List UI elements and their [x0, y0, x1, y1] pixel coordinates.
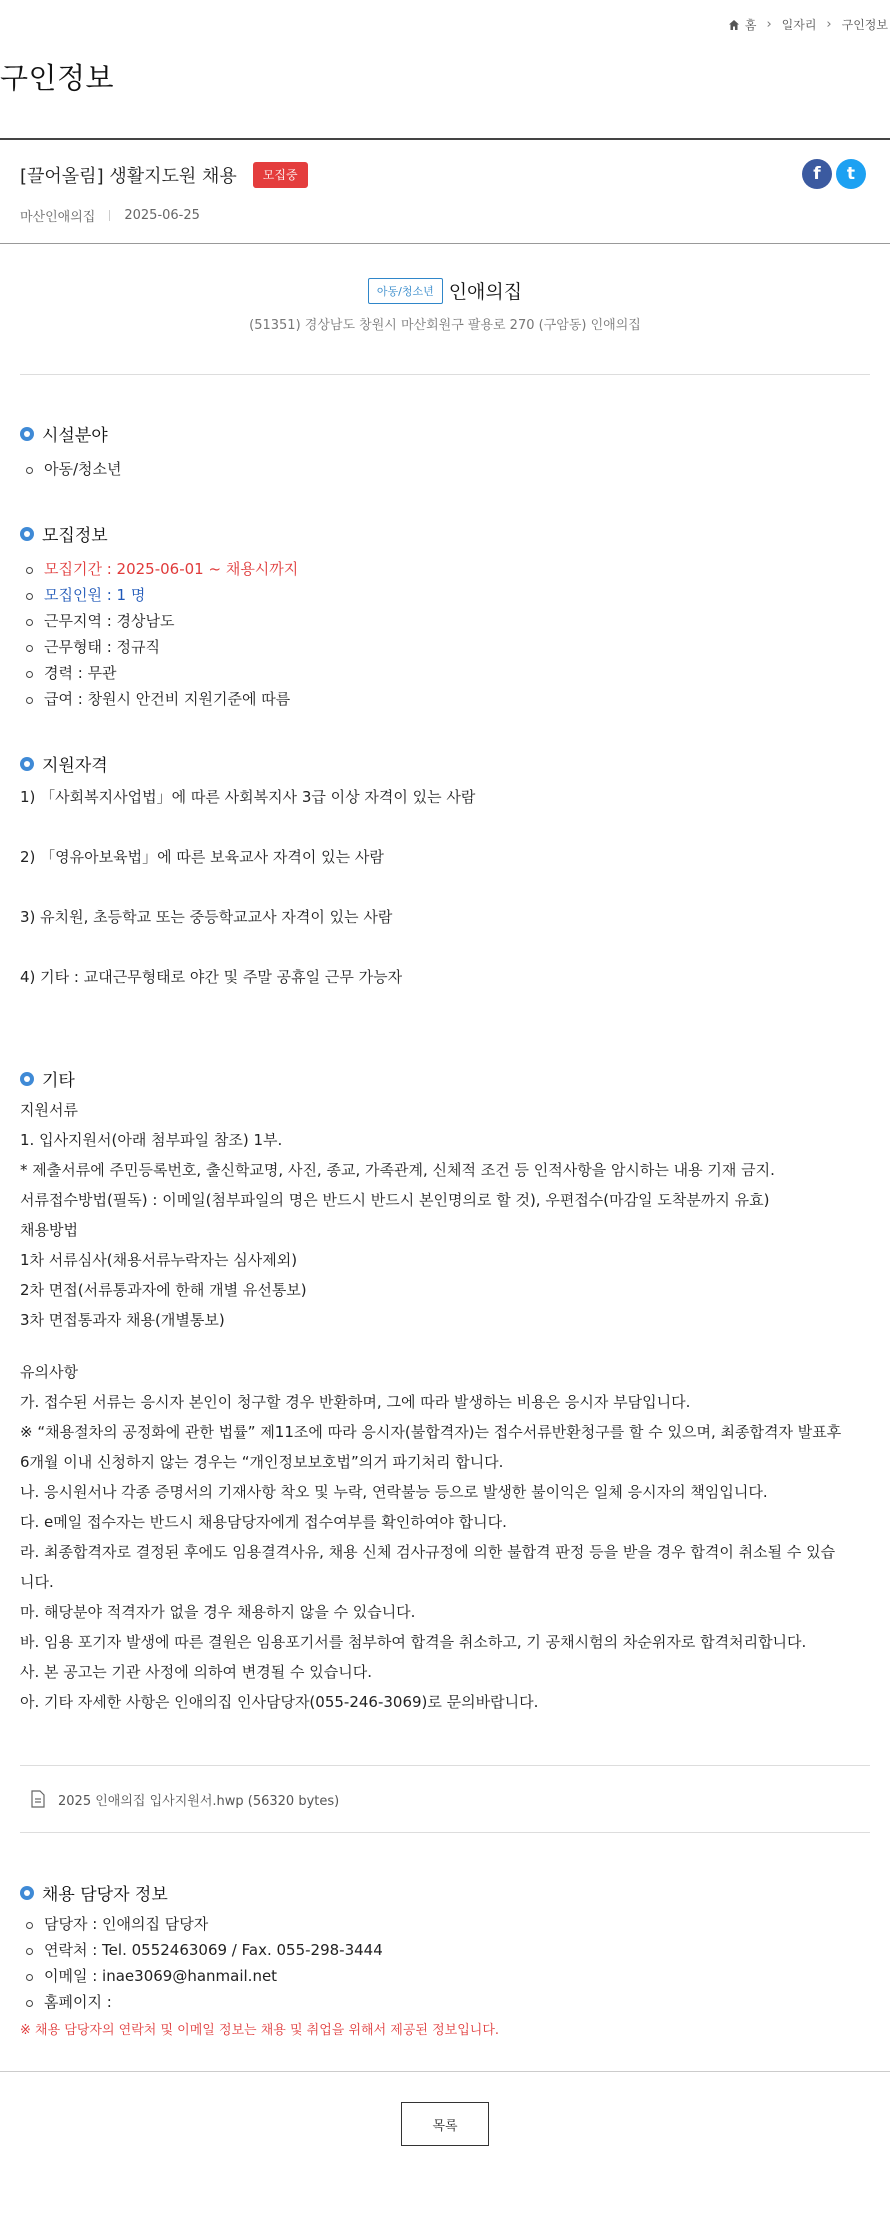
post-organization: 마산인애의집 — [20, 210, 96, 225]
twitter-icon[interactable]: t — [836, 159, 866, 189]
etc-line: 서류접수방법(필독) : 이메일(첨부파일의 명은 반드시 반드시 본인명의로 할 것), 우편접수(마감일 도착분까지 유효) — [20, 1191, 770, 1209]
section-bullet-icon — [20, 1072, 34, 1086]
etc-line: 바. 임용 포기자 발생에 따른 결원은 임용포기서를 첨부하여 합격을 취소하고, 기 공채시험의 차순위자로 합격처리합니다. — [20, 1633, 807, 1651]
contact-section — [20, 1880, 870, 2038]
breadcrumb-jobs[interactable]: 일자리 — [781, 18, 817, 32]
qualification-body — [20, 782, 870, 992]
etc-line: 다. e메일 접수자는 반드시 채용담당자에게 접수여부를 확인하여야 합니다. — [20, 1513, 507, 1531]
etc-line: * 제출서류에 주민등록번호, 출신학교명, 사진, 종교, 가족관계, 신체적 조건 등 인적사항을 암시하는 내용 기재 금지. — [20, 1161, 775, 1179]
post-header — [0, 140, 890, 244]
contact-email: 이메일 : inae3069@hanmail.net — [20, 1963, 870, 1989]
post-date: 2025-06-25 — [124, 208, 200, 223]
breadcrumb-home[interactable]: 홈 — [744, 18, 757, 32]
contact-person: 담당자 : 인애의집 담당자 — [20, 1911, 870, 1937]
organization-name: 인애의집 — [448, 281, 523, 303]
contact-phone: 연락처 : Tel. 0552463069 / Fax. 055-298-3444 — [20, 1937, 870, 1963]
etc-section — [20, 1066, 870, 1717]
etc-line: 라. 최종합격자로 결정된 후에도 임용결격사유, 채용 신체 검사규정에 의한 불합격 판정 등을 받을 경우 합격이 취소될 수 있습 — [20, 1543, 836, 1561]
breadcrumb-current[interactable]: 구인정보 — [841, 18, 888, 32]
etc-line: 지원서류 — [20, 1101, 78, 1119]
recruit-period: 모집기간 : 2025-06-01 ~ 채용시까지 — [20, 556, 870, 582]
field-list — [20, 456, 870, 482]
recruit-section — [20, 521, 870, 712]
share-buttons — [802, 159, 866, 189]
post-title: [끌어올림] 생활지도원 채용 — [20, 166, 237, 187]
section-bullet-icon — [20, 427, 34, 441]
attachment-link[interactable]: 2025 인애의집 입사지원서.hwp (56320 bytes) — [58, 1793, 340, 1809]
etc-line: 2차 면접(서류통과자에 한해 개별 유선통보) — [20, 1281, 307, 1299]
section-heading — [20, 521, 870, 546]
etc-line: ※ “채용절차의 공정화에 관한 법률” 제11조에 따라 응시자(불합격자)는 접수서류반환청구를 할 수 있으며, 최종합격자 발표후 — [20, 1423, 842, 1441]
section-heading — [20, 1880, 870, 1905]
contact-list — [20, 1911, 870, 2015]
etc-line: 1차 서류심사(채용서류누락자는 심사제외) — [20, 1251, 298, 1269]
etc-line: 사. 본 공고는 기관 사정에 의하여 변경될 수 있습니다. — [20, 1663, 372, 1681]
chevron-right-icon: › — [766, 17, 772, 32]
section-heading-text: 시설분야 — [42, 426, 108, 446]
category-badge: 아동/청소년 — [368, 278, 443, 304]
section-heading — [20, 421, 870, 446]
organization-block — [0, 277, 890, 333]
etc-line: 가. 접수된 서류는 응시자 본인이 청구할 경우 반환하며, 그에 따라 발생하는 비용은 응시자 부담입니다. — [20, 1393, 691, 1411]
section-bullet-icon — [20, 1886, 34, 1900]
etc-line: 1. 입사지원서(아래 첨부파일 참조) 1부. — [20, 1131, 283, 1149]
section-bullet-icon — [20, 757, 34, 771]
file-icon — [30, 1790, 46, 1808]
etc-line: 마. 해당분야 적격자가 없을 경우 채용하지 않을 수 있습니다. — [20, 1603, 416, 1621]
list-item: 아동/청소년 — [20, 456, 870, 482]
etc-line: 6개월 이내 신청하지 않는 경우는 “개인정보보호법”의거 파기처리 합니다. — [20, 1453, 504, 1471]
etc-line — [20, 1335, 870, 1357]
etc-line: 유의사항 — [20, 1363, 78, 1381]
qualification-line: 1) 「사회복지사업법」에 따른 사회복지사 3급 이상 자격이 있는 사람 — [20, 788, 476, 806]
attachment-box — [20, 1765, 870, 1833]
post-meta — [20, 206, 200, 225]
section-heading-text: 기타 — [42, 1071, 75, 1091]
page-title: 구인정보 — [0, 61, 115, 95]
organization-divider — [20, 374, 870, 375]
section-bullet-icon — [20, 527, 34, 541]
chevron-right-icon: › — [826, 17, 832, 32]
facebook-icon[interactable]: f — [802, 159, 832, 189]
recruit-region: 근무지역 : 경상남도 — [20, 608, 870, 634]
qualification-section — [20, 751, 870, 992]
organization-row — [368, 277, 522, 304]
home-icon[interactable] — [728, 19, 740, 31]
list-button[interactable]: 목록 — [401, 2102, 489, 2146]
section-heading — [20, 1066, 870, 1091]
recruit-salary: 급여 : 창원시 안건비 지원기준에 따름 — [20, 686, 870, 712]
qualification-line: 2) 「영유아보육법」에 따른 보육교사 자격이 있는 사람 — [20, 848, 384, 866]
post-title-row — [20, 162, 308, 188]
section-heading-text: 모집정보 — [42, 526, 108, 546]
contact-notice: ※ 채용 담당자의 연락처 및 이메일 정보는 채용 및 취업을 위해서 제공된 정보입니다. — [20, 2023, 500, 2038]
section-heading-text: 채용 담당자 정보 — [42, 1885, 168, 1905]
etc-body — [20, 1095, 870, 1717]
recruit-headcount: 모집인원 : 1 명 — [20, 582, 870, 608]
organization-address: (51351) 경상남도 창원시 마산회원구 팔용로 270 (구암동) 인애의집 — [249, 318, 641, 333]
etc-line: 채용방법 — [20, 1221, 78, 1239]
etc-line: 니다. — [20, 1573, 54, 1591]
etc-line: 3차 면접통과자 채용(개별통보) — [20, 1311, 225, 1329]
recruit-career: 경력 : 무관 — [20, 660, 870, 686]
section-heading-text: 지원자격 — [42, 756, 108, 776]
qualification-line: 4) 기타 : 교대근무형태로 야간 및 주말 공휴일 근무 가능자 — [20, 968, 403, 986]
section-heading — [20, 751, 870, 776]
breadcrumb — [728, 16, 888, 33]
recruit-type: 근무형태 : 정규직 — [20, 634, 870, 660]
field-section — [20, 421, 870, 482]
status-badge: 모집중 — [253, 162, 308, 188]
recruit-list — [20, 556, 870, 712]
footer-divider — [0, 2071, 890, 2072]
etc-line: 아. 기타 자세한 사항은 인애의집 인사담당자(055-246-3069)로 문의바랍니다. — [20, 1693, 539, 1711]
etc-line: 나. 응시원서나 각종 증명서의 기재사항 착오 및 누락, 연락불능 등으로 발생한 불이익은 일체 응시자의 책임입니다. — [20, 1483, 768, 1501]
contact-homepage: 홈페이지 : — [20, 1989, 870, 2015]
meta-divider — [109, 210, 110, 221]
qualification-line: 3) 유치원, 초등학교 또는 중등학교교사 자격이 있는 사람 — [20, 908, 393, 926]
